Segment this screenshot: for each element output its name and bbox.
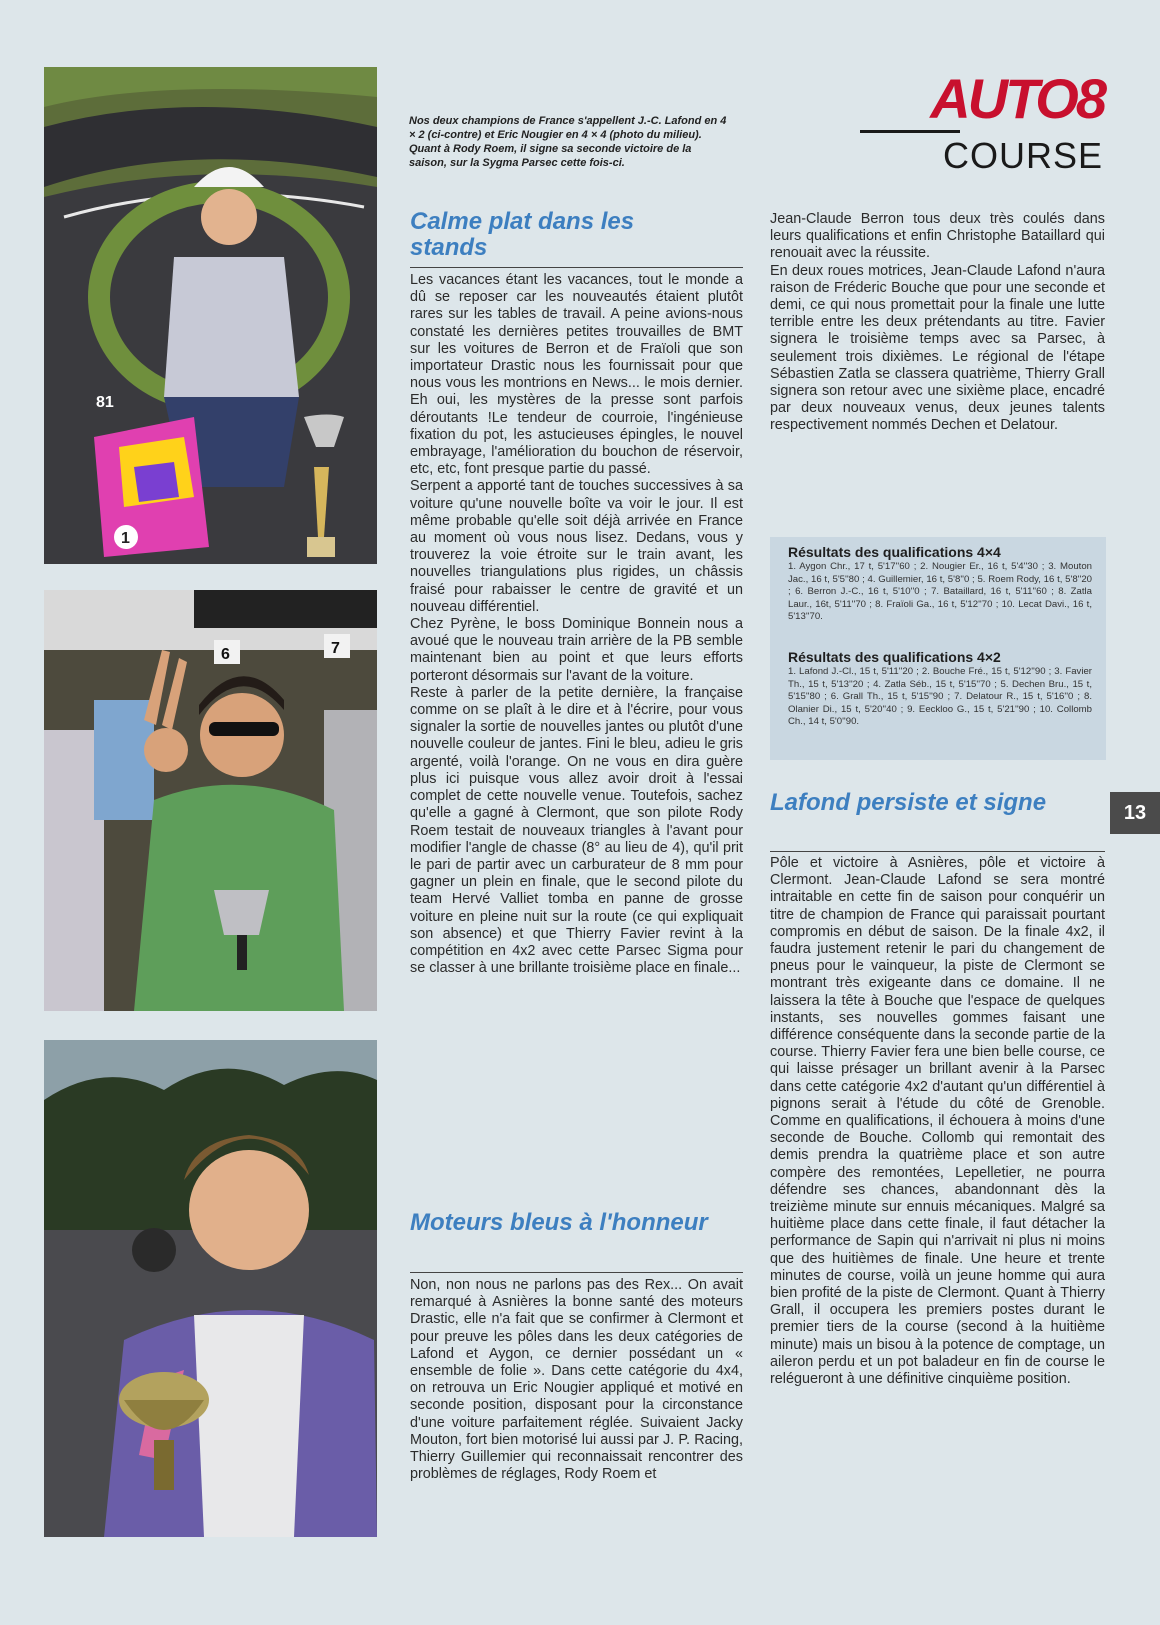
results-4x4-text: 1. Aygon Chr., 17 t, 5'17''60 ; 2. Nougier Er., 16 t, 5'4''30 ; 3. Mouton Jac., 16 t, 5'5''80 ; 4. Guillemier, 16 t, 5'8''0 ; 5. Roem Rody, 16 t, 5'8''20 ; 6. Berron J.-C., 16 t, 5'10''0 ; 7. Bataillard, 16 t, 5'11''60 ; 8. Zatla Laur., 16t, 5'11''70 ; 8. Fraïoli Ga., 16 t, 5'12''70 ; 10. Lecat Davi., 16 t, 5'13''70. xyxy=(788,561,1092,623)
article-text-section2: Non, non nous ne parlons pas des Rex... On avait remarqué à Asnières la bonne santé des moteurs Drastic, elle n'a fait que se confirmer à Clermont et pour preuve les pôles dans les deux catégories de Lafond et Aygon, ce dernier possédant un « ensemble de folie ». Dans cette catégorie du 4x4, on retrouva un Eric Nougier appliqué et motivé en seconde position, disposant pour la circonstance d'une voiture parfaitement réglée. Suivaient Jacky Mouton, fort bien motorisé lui aussi par J. P. Racing, Thierry Guillemier qui reconnaissait rencontrer des problèmes de réglages, Rody Roem et xyxy=(410,1277,743,1483)
auto8-course-logo xyxy=(860,66,1105,182)
car-bib: 1 xyxy=(121,530,130,547)
article-text-section3: Pôle et victoire à Asnières, pôle et victoire à Clermont. Jean-Claude Lafond se sera montré intraitable en cette fin de saison pour conquérir un titre de champion de France qui paraissait pourtant compromis en début de saison. De la finale 4x2, il faudra justement retenir le pari du changement de pneus pour le vainqueur, la piste de Clermont se montrant très exigeante dans ce domaine. Il ne laissera la tête à Bouche que l'espace de quelques instants, ses nouvelles gommes faisant une différence conséquente dans la seconde partie de la course. Thierry Favier fera une bien belle course, ce qui laisse présager un brillant avenir à la Parsec dans cette catégorie 4x2 d'autant qu'un différentiel à pignons serait à l'étude du côté de Grenoble. Comme en qualifications, il échouera à moins d'une seconde de Bouche. Collomb qui remontait des demis prendra la quatrième place et son autre compère des remontées, Lepelletier, ne pourra défendre ses chances, abandonnant dès la treizième minute sur ennuis mécaniques. Malgré sa huitième place dans cette finale, il faut détacher la performance de Sapin qui n'arrivait ni plus ni moins que des huitièmes de finale. Une heure et trente minutes de course, voilà un jeune homme qui aura bien profité de la piste de Clermont. Quant à Thierry Grall, il occupera les premiers postes durant le premier tiers de la course (second à la huitième minute) mais un bisou à la potence de comptage, un aileron perdu et un pot baladeur en fin de course le relégueront à une définitive cinquième position. xyxy=(770,855,1105,1388)
results-box xyxy=(770,537,1106,760)
results-4x2-title: Résultats des qualifications 4×2 xyxy=(788,649,1001,665)
results-4x2-text: 1. Lafond J.-Cl., 15 t, 5'11''20 ; 2. Bouche Fré., 15 t, 5'12''90 ; 3. Favier Th., 15 t, 5'13''20 ; 4. Zatla Séb., 15 t, 5'15''70 ; 5. Dechen Bru., 15 t, 5'15''80 ; 6. Grall Th., 15 t, 5'15''90 ; 7. Delatour R., 15 t, 5'16''0 ; 8. Olanier Di., 15 t, 5'20''40 ; 9. Eeckloo G., 15 t, 5'21''90 ; 10. Collomb Ch., 14 t, 5'0''90. xyxy=(788,666,1092,728)
heading-rule xyxy=(410,1272,743,1273)
logo-brand: AUTO8 xyxy=(930,67,1104,130)
heading-rule xyxy=(410,267,743,268)
logo-line xyxy=(860,130,960,133)
page-number: 13 xyxy=(1110,792,1160,834)
car-number: 81 xyxy=(96,394,114,411)
heading-calme-plat: Calme plat dans les stands xyxy=(410,208,635,261)
photo-nougier-trophy xyxy=(44,590,377,1011)
sign-7: 7 xyxy=(331,640,340,657)
heading-rule xyxy=(770,851,1105,852)
article-text-continuation: Jean-Claude Berron tous deux très coulés dans leurs qualifications et enfin Christophe Bataillard qui renouait avec la réussite. En deux roues motrices, Jean-Claude Lafond n'aura raison de Fréderic Bouche que pour une seconde et demi, ce qui nous promettait pour la finale une lutte terrible entre les deux prétendants au titre. Favier signera le troisième temps avec sa Parsec, à seulement trois dixièmes. Le régional de l'étape Sébastien Zatla se classera quatrième, Thierry Grall signera son retour avec une sixième place, encadré par deux nouveaux venus, deux jeunes talents respectivement nommés Dechen et Delatour. xyxy=(770,211,1105,434)
heading-lafond-persiste: Lafond persiste et signe xyxy=(770,789,1047,816)
logo-section: COURSE xyxy=(942,135,1103,176)
photo-caption: Nos deux champions de France s'appellent J.-C. Lafond en 4 × 2 (ci-contre) et Eric Nougier en 4 × 4 (photo du milieu). Quant à Rody Roem, il signe sa seconde victoire de la saison, sur la Sygma Parsec cette fois-ci. xyxy=(409,115,727,169)
photo-roem-trophy xyxy=(44,1040,377,1537)
article-text-section1: Les vacances étant les vacances, tout le monde a dû se reposer car les nouveautés étaient plutôt rares sur les tables de travail. A peine avions-nous constaté les dernières petites trouvailles de BMT sur les voitures de Berron et de Fraïoli que son importateur Drastic nous les fournissait pour que nous vous les montrions en News... le mois dernier. Eh oui, les mystères de la presse sont parfois déroutants !Le tendeur de courroie, l'ingénieuse fixation du pot, les astucieuses épingles, le nouvel embrayage, l'amélioration du bouchon de réservoir, etc, etc, font presque partie du passé. Serpent a apporté tant de touches successives à sa voiture qu'une nouvelle boîte va voir le jour. Il est même probable qu'elle soit déjà arrivée en France au moment où vous nous lisez. Dedans, vous y trouverez la voie étroite sur le train avant, les nouvelles triangulations plus rigides, un châssis fraisé pour rabaisser le centre de gravité et un nouveau différentiel. Chez Pyrène, le boss Dominique Bonnein nous a avoué que le nouveau train arrière de la PB semble maintenant bien au point et que leurs efforts porteront désormais sur l'avant de la voiture. Reste à parler de la petite dernière, la française comme on se plaît à le dire et à l'écrire, pour vous signaler la sortie de nouvelles jantes ou plutôt d'une nouvelle couleur de jantes. Fini le bleu, adieu le gris argenté, voilà l'orange. On ne vous en dira guère plus ici puisque vous allez avoir droit à l'essai complet de cette nouvelle venue. Toutefois, sachez qu'elle a gagné à Clermont, que son pilote Rody Roem testait de nouveaux triangles à l'avant pour modifier l'angle de chasse (8° au lieu de 4), qu'il prit le pari de partir avec un carburateur de 8 mm pour gagner un plein en finale, que le second pilote du team Hervé Valliet tomba en panne de grosse voiture en pleine nuit sur la route (ce qui expliquait son absence) et que Thierry Favier revint à la compétition en 4x2 avec cette Parsec Sigma pour se classer à une brillante troisième place en finale... xyxy=(410,272,743,977)
heading-moteurs-bleus: Moteurs bleus à l'honneur xyxy=(410,1209,708,1236)
results-4x4-title: Résultats des qualifications 4×4 xyxy=(788,544,1001,560)
photo-lafond-wreath xyxy=(44,67,377,564)
sign-6: 6 xyxy=(221,646,230,663)
